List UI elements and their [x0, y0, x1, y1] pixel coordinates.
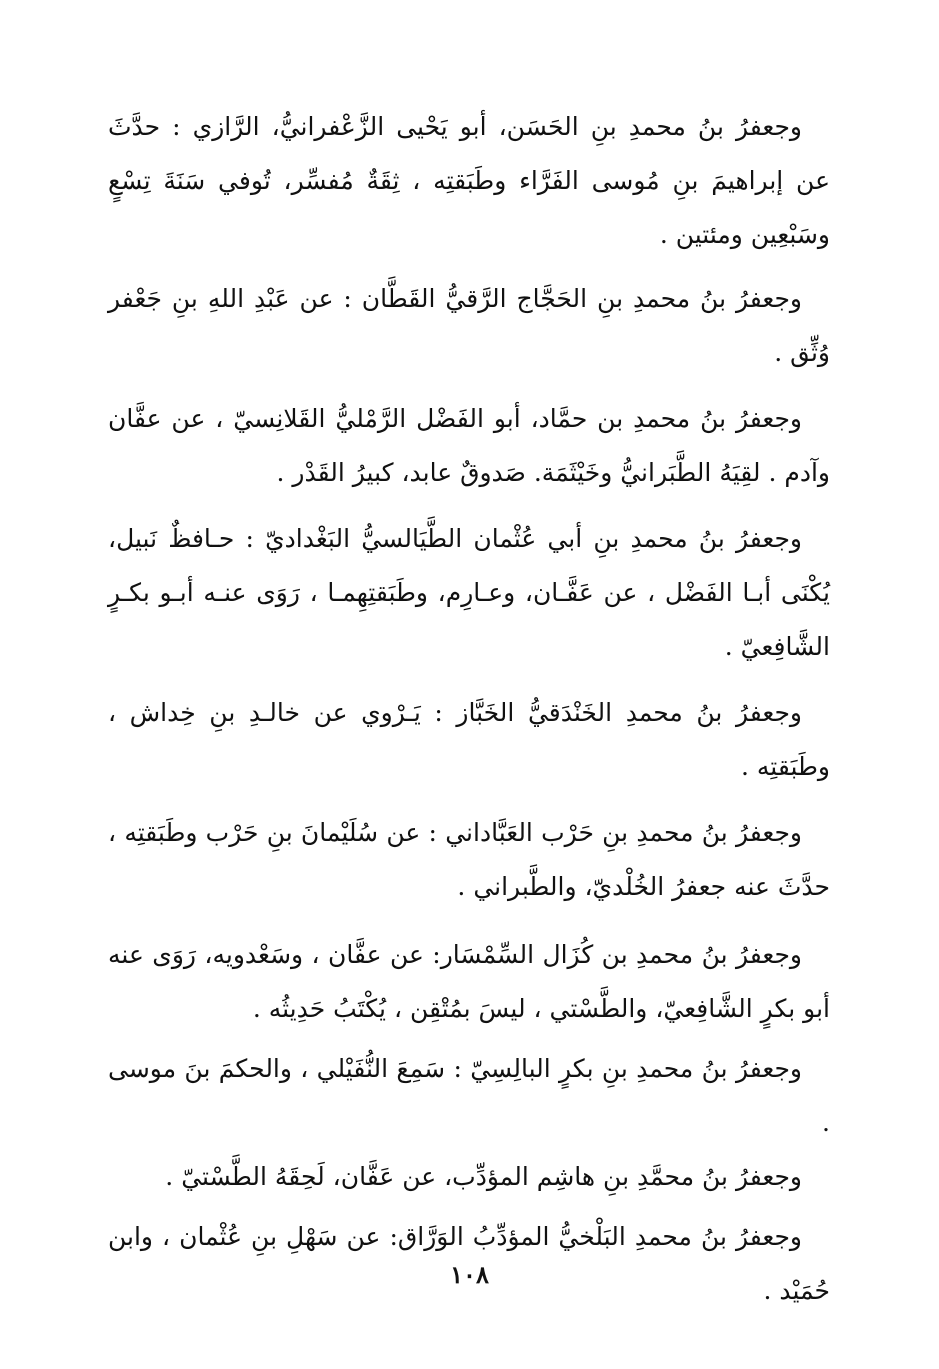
entry-paragraph: وجعفرُ بنُ محمدِ البَلْخيُّ المؤدِّبُ الوَرَّاق: عن سَهْلِ بنِ عُثْمان ، وابن حُمَيْد .	[108, 1222, 830, 1305]
entry-paragraph: وجعفرُ بنُ محمدِ بن حمَّاد، أبو الفَضْل الرَّمْليُّ القَلانِسيّ ، عن عفَّان وآدم . لقِيَهُ الطَّبَرانيُّ وخَيْثَمَة. صَدوقٌ عابد، كبيرُ القَدْر .	[108, 404, 830, 487]
entry-paragraph: وجعفرُ بنُ محمدِ الخَنْدَقيُّ الخَبَّاز : يَـرْوي عن خالـدِ بنِ خِداش ، وطَبَقتِه .	[108, 698, 830, 781]
biographical-entries	[108, 100, 830, 1318]
entry-paragraph: وجعفرُ بنُ محمدِ بنِ الحَجَّاج الرَّقيُّ القَطَّان : عن عَبْدِ اللهِ بنِ جَعْفر وُثِّق .	[108, 284, 830, 367]
entry-paragraph: وجعفرُ بنُ محمَّدِ بنِ هاشِم المؤدِّب، عن عَفَّان، لَحِقَهُ الطَّسْتيّ .	[165, 1162, 802, 1191]
page-number: ١٠٨	[450, 1260, 489, 1289]
entry-paragraph: وجعفرُ بنُ محمدِ بنِ أبي عُثْمان الطَّيَالسيُّ البَغْداديّ : حـافظٌ نَبيل، يُكْنَى أبـا الفَضْل ، عن عَفَّـان، وعـارِم، وطَبَقتِهِمـا ، رَوَى عنـه أبـو بكـرٍ الشَّافِعيّ .	[108, 524, 830, 661]
entry-paragraph: وجعفرُ بنُ محمدِ بنِ حَرْب العَبَّاداني : عن سُلَيْمانَ بنِ حَرْب وطَبَقتِه ، حدَّثَ عنه جعفرُ الخُلْديّ، والطَّبراني .	[108, 818, 830, 901]
entry-paragraph: وجعفرُ بنُ محمدِ بنِ بكرٍ البالِسِيّ : سَمِعَ النُّفَيْلي ، والحكمَ بنَ موسى .	[108, 1054, 830, 1137]
entry-paragraph: وجعفرُ بنُ محمدِ بن كُزَال السِّمْسَار: عن عفَّان ، وسَعْدويه، رَوَى عنه أبو بكرٍ الشَّافِعيّ، والطَّسْتي ، ليسَ بمُتْقِن ، يُكْتَبُ حَدِيثُه .	[108, 940, 830, 1023]
entry-paragraph: وجعفرُ بنُ محمدِ بنِ الحَسَن، أبو يَحْيى الزَّعْفرانيُّ، الرَّازي : حدَّثَ عن إبراهيمَ بنِ مُوسى الفَرَّاء وطَبَقتِه ، ثِقَةٌ مُفسِّر، تُوفي سَنَةَ تِسْعٍ وسَبْعِين ومئتين .	[108, 112, 830, 249]
